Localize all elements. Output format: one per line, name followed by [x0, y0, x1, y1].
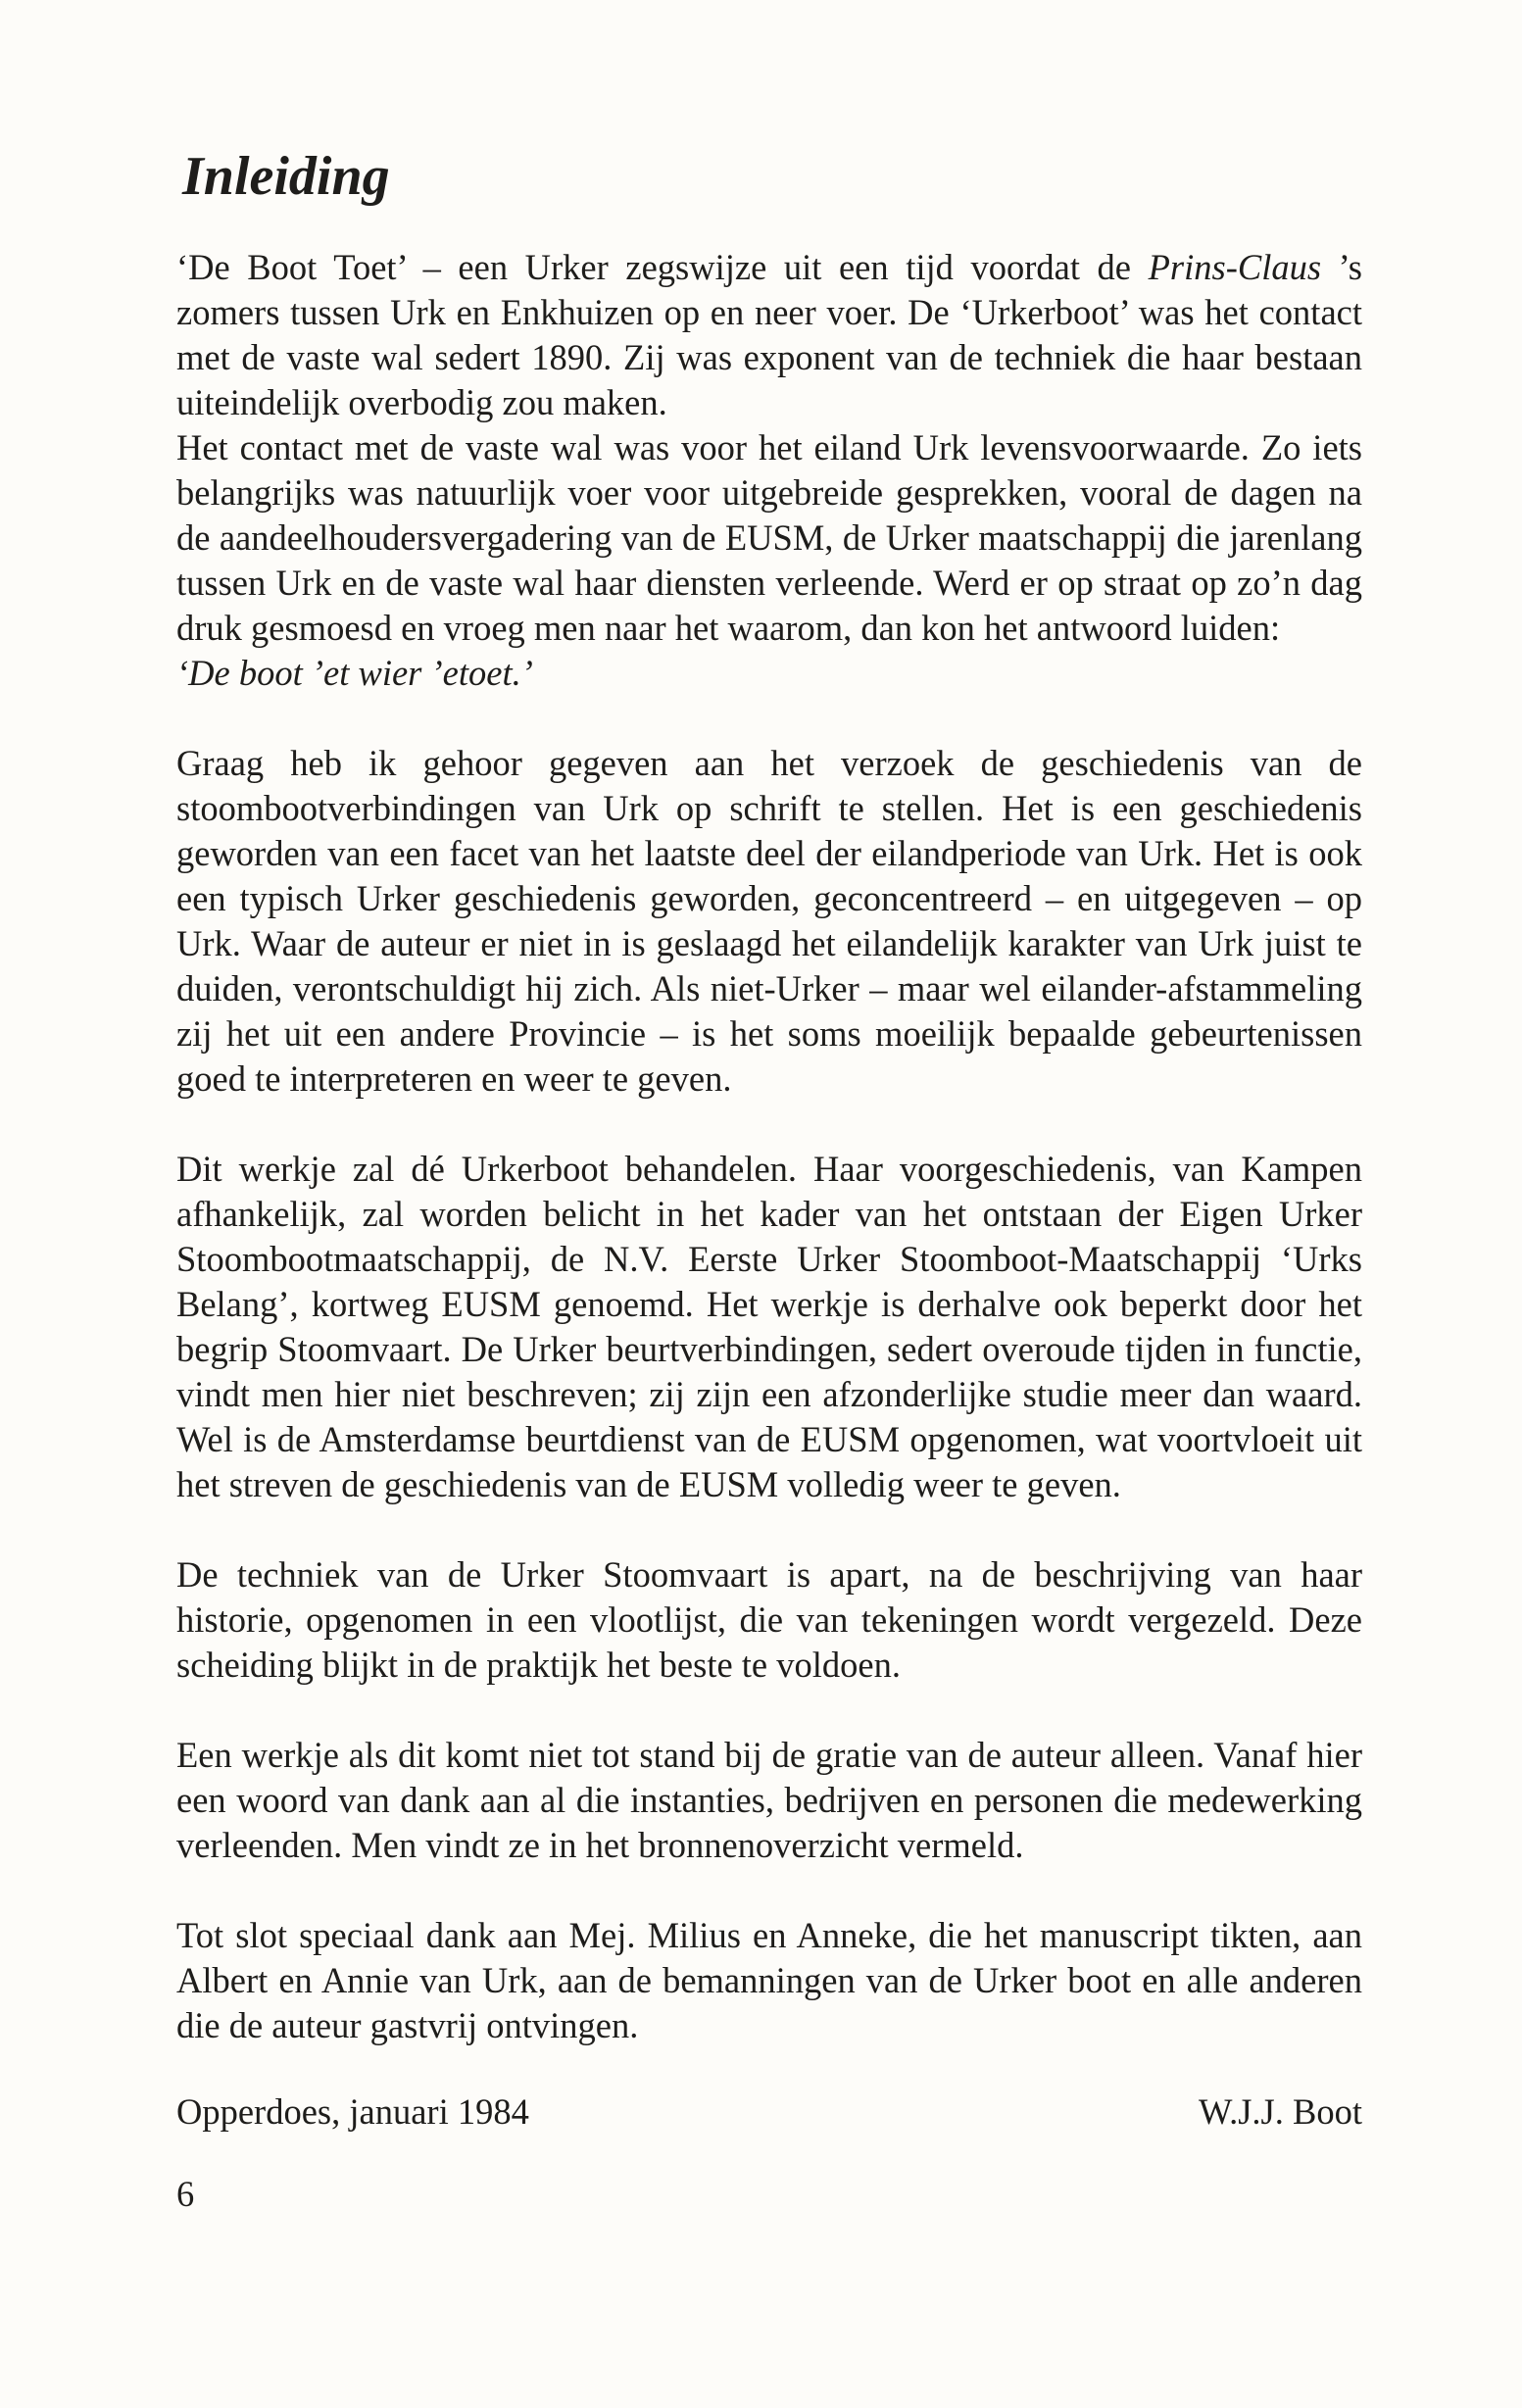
paragraph-6-text: Tot slot speciaal dank aan Mej. Milius en Anneke, die het manuscript tikten, aan Albert en Annie van Urk, aan de bemanningen van de Urker boot en alle anderen die de auteur gastvrij ontvingen. — [176, 1914, 1362, 2045]
paragraph-4-text: De techniek van de Urker Stoomvaart is apart, na de beschrijving van haar historie, opgenomen in een vlootlijst, die van tekeningen wordt vergezeld. Deze scheiding blijkt in de praktijk het beste te voldoen. — [176, 1553, 1362, 1685]
paragraph-3 — [176, 1147, 1362, 1507]
paragraph-5-text: Een werkje als dit komt niet tot stand bij de gratie van de auteur alleen. Vanaf hier een woord van dank aan al die instanties, bedrijven en personen die medewerking verleenden. Men vindt ze in het bronnenoverzicht vermeld. — [176, 1734, 1362, 1865]
ship-name: Prins-Claus — [1148, 246, 1322, 287]
paragraph-1 — [176, 245, 1362, 696]
place-date: Opperdoes, januari 1984 — [176, 2090, 529, 2132]
page — [176, 147, 1362, 2217]
paragraph-4 — [176, 1552, 1362, 1688]
paragraph-1-part-b: ’s zomers tussen Urk en Enkhuizen op en neer voer. De ‘Urkerboot’ was het contact met de vaste wal sedert 1890. Zij was exponent van de techniek die haar bestaan uiteindelijk overbodig zou maken. — [176, 246, 1362, 422]
page-number: 6 — [176, 2173, 195, 2214]
paragraph-6 — [176, 1913, 1362, 2048]
paragraph-1-part-a: ‘De Boot Toet’ – een Urker zegswijze uit een tijd voordat de — [176, 246, 1132, 287]
paragraph-2-text: Graag heb ik gehoor gegeven aan het verzoek de geschiedenis van de stoombootverbindingen van Urk op schrift te stellen. Het is een geschiedenis geworden van een facet van het laatste deel der eilandperiode van Urk. Het is ook een typisch Urker geschiedenis geworden, geconcentreerd – en uitgegeven – op Urk. Waar de auteur er niet in is geslaagd het eilandelijk karakter van Urk juist te duiden, verontschuldigt hij zich. Als niet-Urker – maar wel eilander-afstammeling zij het uit een andere Provincie – is het soms moeilijk bepaalde gebeurtenissen goed te interpreteren en weer te geven. — [176, 742, 1362, 1099]
signature-line — [176, 2089, 1362, 2135]
page-title: Inleiding — [182, 146, 390, 207]
author-name: W.J.J. Boot — [1199, 2090, 1362, 2132]
paragraph-1-text — [176, 245, 1362, 425]
saying-quote: ‘De boot ’et wier ’etoet.’ — [176, 652, 533, 693]
paragraph-5 — [176, 1733, 1362, 1868]
paragraph-3-text: Dit werkje zal dé Urkerboot behandelen. Haar voorgeschiedenis, van Kampen afhankelijk, zal worden belicht in het kader van het ontstaan der Eigen Urker Stoombootmaatschappij, de N.V. Eerste Urker Stoomboot-Maatschappij ‘Urks Belang’, kortweg EUSM genoemd. Het werkje is derhalve ook beperkt door het begrip Stoomvaart. De Urker beurtverbindingen, sedert overoude tijden in functie, vindt men hier niet beschreven; zij zijn een afzonderlijke studie meer dan waard. Wel is de Amsterdamse beurtdienst van de EUSM opgenomen, wat voortvloeit uit het streven de geschiedenis van de EUSM volledig weer te geven. — [176, 1148, 1362, 1504]
paragraph-1-continued: Het contact met de vaste wal was voor het eiland Urk levensvoorwaarde. Zo iets belangrijks was natuurlijk voer voor uitgebreide gesprekken, vooral de dagen na de aandeelhoudersvergadering van de EUSM, de Urker maatschappij die jarenlang tussen Urk en de vaste wal haar diensten verleende. Werd er op straat op zo’n dag druk gesmoesd en vroeg men naar het waarom, dan kon het antwoord luiden: — [176, 426, 1362, 648]
paragraph-2 — [176, 741, 1362, 1102]
